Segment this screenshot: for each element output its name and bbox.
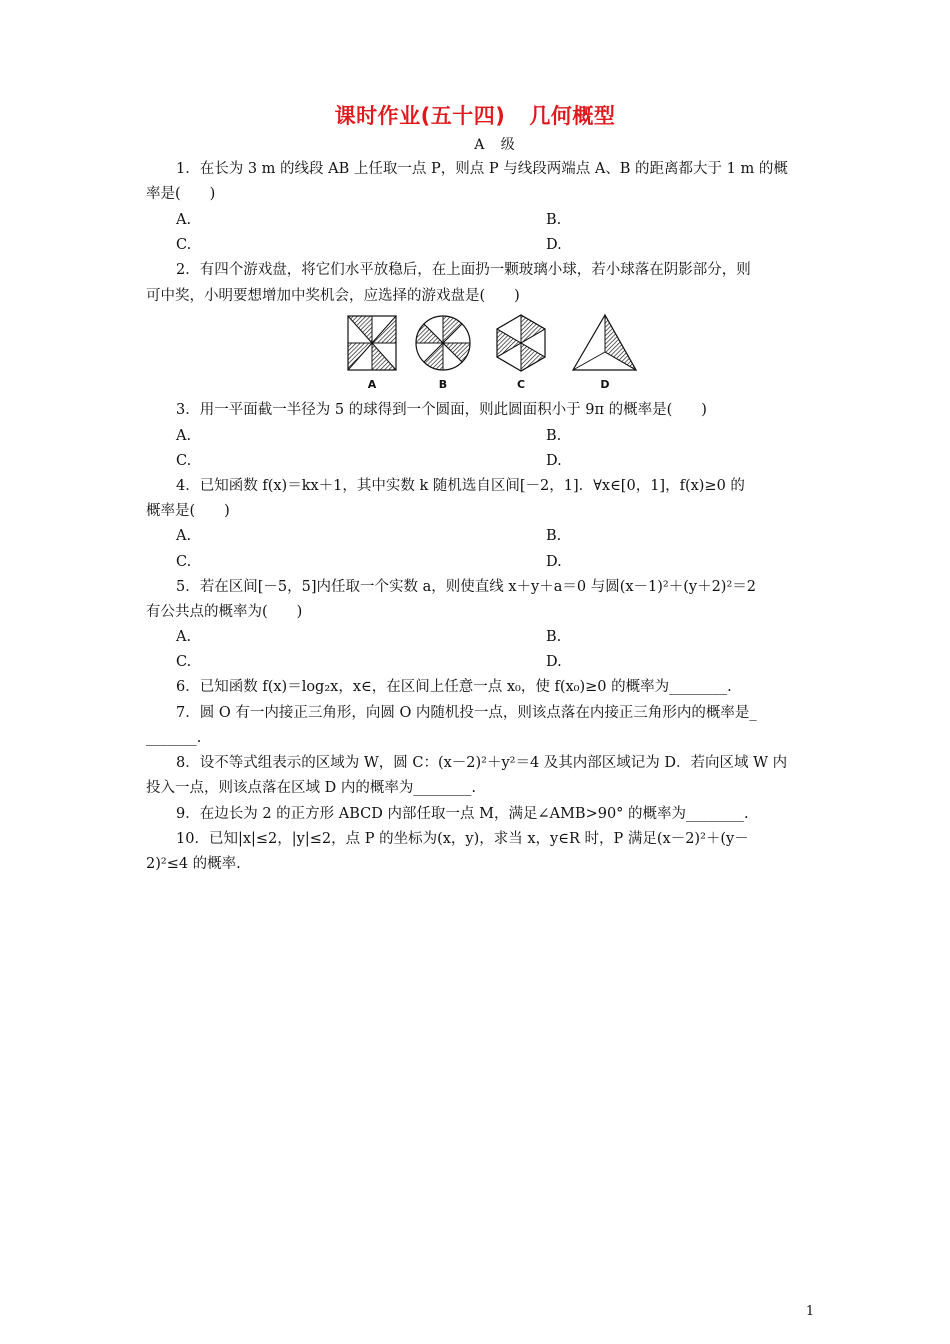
q4-option-a: A. <box>176 528 192 544</box>
q3-line1: 3．用一平面截一半径为 5 的球得到一个圆面，则此圆面积小于 9π 的概率是( ) <box>176 402 707 418</box>
q4-option-d: D. <box>546 554 562 570</box>
q10-line1: 10．已知|x|≤2，|y|≤2，点 P 的坐标为(x，y)，求当 x，y∈R 时，P 满足(x－2)²＋(y－ <box>176 831 749 847</box>
q1-line2: 率是( ) <box>146 186 216 202</box>
q4-line2: 概率是( ) <box>146 503 230 519</box>
q1-option-d: D. <box>546 237 562 253</box>
q8-line2: 投入一点，则该点落在区域 D 内的概率为________. <box>146 780 476 796</box>
figure-label-c: C <box>516 378 526 391</box>
board-c <box>497 315 545 371</box>
q5-option-c: C. <box>176 654 192 670</box>
figure-label-d: D <box>600 378 610 391</box>
q10-line2: 2)²≤4 的概率. <box>146 856 241 872</box>
page-title <box>0 100 950 130</box>
q9-line1: 9．在边长为 2 的正方形 ABCD 内部任取一点 M，满足∠AMB>90° 的概率为________. <box>176 806 749 822</box>
q3-option-b: B. <box>546 428 562 444</box>
q8-line1: 8．设不等式组表示的区域为 W，圆 C：(x－2)²＋y²＝4 及其内部区域记为 D．若向区域 W 内 <box>176 755 788 771</box>
figure-label-b: B <box>438 378 448 391</box>
q3-option-d: D. <box>546 453 562 469</box>
q3-option-a: A. <box>176 428 192 444</box>
q7-line1: 7．圆 O 有一内接正三角形，向圆 O 内随机投一点，则该点落在内接正三角形内的概率是_ <box>176 705 757 721</box>
q5-option-d: D. <box>546 654 562 670</box>
title-sub: 几何概型 <box>529 104 616 128</box>
title-main: 课时作业(五十四) <box>334 104 506 128</box>
q6-line1: 6．已知函数 f(x)＝log₂x，x∈，在区间上任意一点 x₀，使 f(x₀)≥0 的概率为________. <box>176 679 732 695</box>
q4-line1: 4．已知函数 f(x)＝kx＋1，其中实数 k 随机选自区间[－2，1]．∀x∈[0，1]，f(x)≥0 的 <box>176 478 745 494</box>
figure-label-a: A <box>367 378 377 391</box>
q1-line1: 1．在长为 3 m 的线段 AB 上任取一点 P，则点 P 与线段两端点 A、B 的距离都大于 1 m 的概 <box>176 161 788 177</box>
board-d <box>573 315 636 370</box>
q2-line2: 可中奖，小明要想增加中奖机会，应选择的游戏盘是( ) <box>146 288 520 304</box>
board-b <box>416 316 470 370</box>
q4-option-b: B. <box>546 528 562 544</box>
game-boards-figure <box>340 312 640 392</box>
level-heading: A 级 <box>474 137 521 153</box>
q3-option-c: C. <box>176 453 192 469</box>
q4-option-c: C. <box>176 554 192 570</box>
game-boards-svg <box>340 312 640 378</box>
q5-line1: 5．若在区间[－5，5]内任取一个实数 a，则使直线 x＋y＋a＝0 与圆(x－1)²＋(y＋2)²＝2 <box>176 579 756 595</box>
board-a <box>348 316 396 370</box>
q5-option-b: B. <box>546 629 562 645</box>
page-number: 1 <box>805 1304 815 1319</box>
q5-line2: 有公共点的概率为( ) <box>146 604 303 620</box>
q2-line1: 2．有四个游戏盘，将它们水平放稳后，在上面扔一颗玻璃小球，若小球落在阴影部分，则 <box>176 262 751 278</box>
q1-option-a: A. <box>176 212 192 228</box>
q1-option-c: C. <box>176 237 192 253</box>
q7-line2: _______. <box>146 730 202 746</box>
q1-option-b: B. <box>546 212 562 228</box>
q5-option-a: A. <box>176 629 192 645</box>
